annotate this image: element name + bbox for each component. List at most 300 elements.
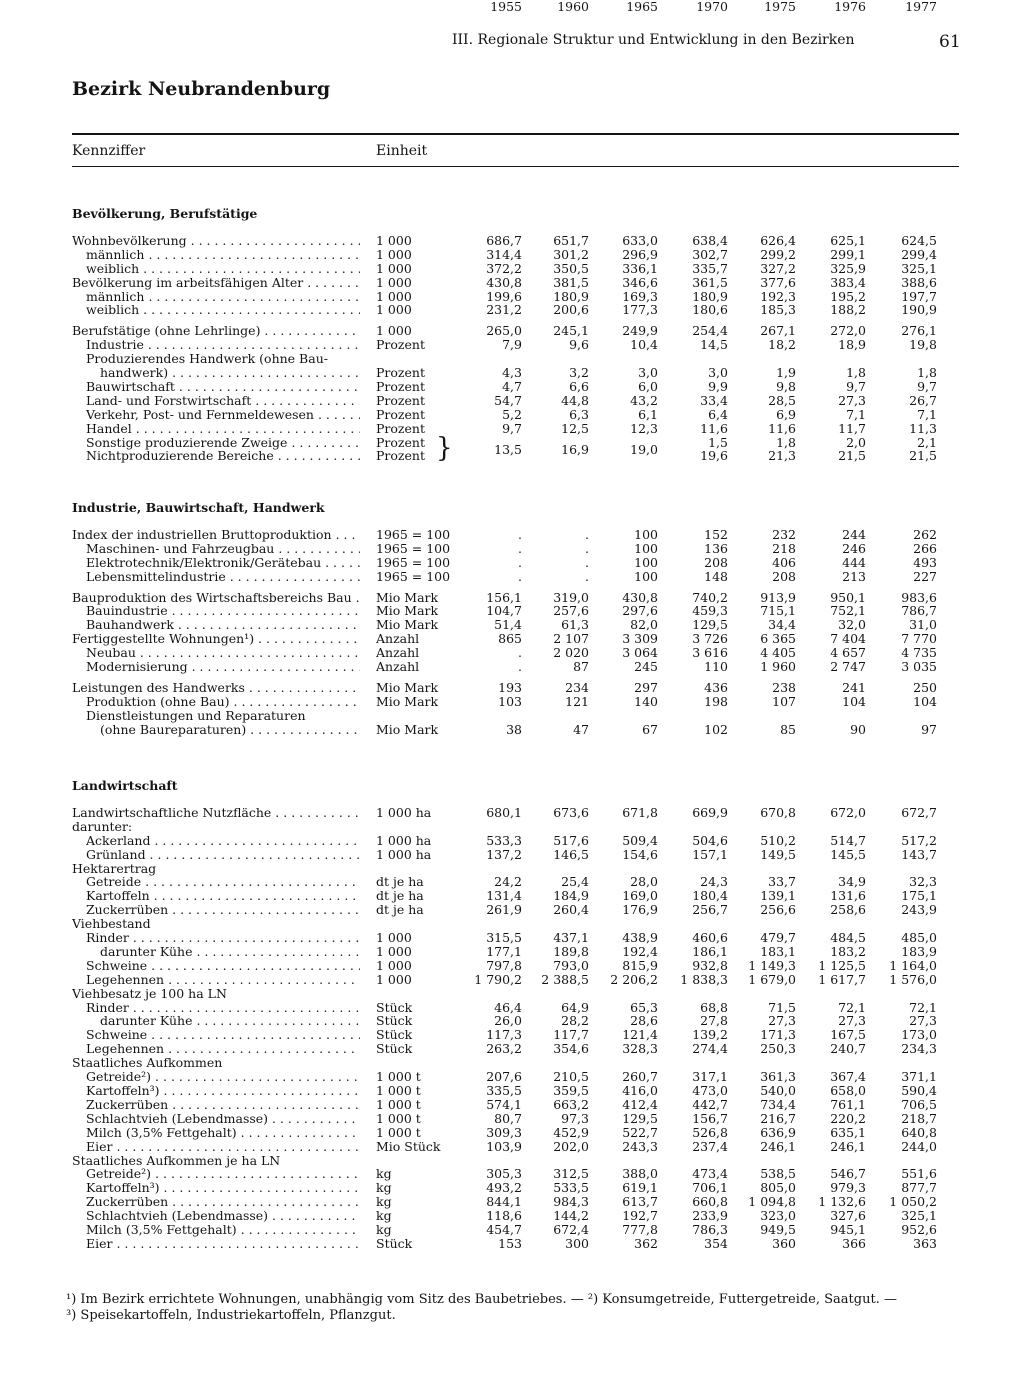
table-row: [0, 1223, 1024, 1237]
row-value: 362: [634, 1236, 658, 1251]
row-value: 2,1: [917, 435, 937, 450]
row-value: 153: [498, 1236, 522, 1251]
row-value: 493,2: [486, 1180, 522, 1195]
row-value: 315,5: [486, 930, 522, 945]
row-value: 157,1: [692, 847, 728, 862]
row-label: Land- und Forstwirtschaft . . .: [86, 394, 360, 408]
row-value: 4,7: [502, 379, 522, 394]
row-value: 9,7: [502, 421, 522, 436]
row-value: 526,8: [692, 1125, 728, 1140]
row-label: Milch (3,5% Fettgehalt) . . .: [86, 1126, 360, 1140]
row-value: 208: [704, 555, 728, 570]
brace-symbol: }: [436, 432, 453, 464]
row-value: 6,3: [569, 407, 589, 422]
row-value: 24,2: [494, 874, 522, 889]
row-value: 6,0: [638, 379, 658, 394]
row-value: 244: [842, 527, 866, 542]
table-row: [0, 723, 1024, 737]
row-label: Staatliches Aufkommen: [72, 1056, 223, 1070]
row-value: 1 050,2: [889, 1194, 937, 1209]
row-value: 241: [842, 680, 866, 695]
table-row: [0, 1195, 1024, 1209]
row-value: .: [518, 541, 522, 556]
table-row: [0, 1070, 1024, 1084]
row-value: 3 616: [692, 645, 728, 660]
table-row: [0, 1042, 1024, 1056]
row-value: 1 132,6: [818, 1194, 866, 1209]
row-value: 4,3: [502, 365, 522, 380]
row-value: 363: [913, 1236, 937, 1251]
row-value: 256,6: [760, 902, 796, 917]
row-value: 633,0: [622, 233, 658, 248]
table-row: [0, 646, 1024, 660]
brace-value: 13,5: [494, 442, 522, 457]
row-value: 250,3: [760, 1041, 796, 1056]
row-value: 613,7: [622, 1194, 658, 1209]
row-value: 189,8: [553, 944, 589, 959]
row-unit: Mio Stück: [376, 1139, 441, 1154]
row-value: 190,9: [901, 302, 937, 317]
table-row: [0, 422, 1024, 436]
row-value: 231,2: [486, 302, 522, 317]
row-value: 245: [634, 659, 658, 674]
row-value: 430,8: [486, 275, 522, 290]
row-value: 167,5: [830, 1027, 866, 1042]
row-value: 4 657: [830, 645, 866, 660]
row-value: 61,3: [561, 617, 589, 632]
row-value: 2 020: [553, 645, 589, 660]
row-value: 232: [772, 527, 796, 542]
row-value: 234: [565, 680, 589, 695]
row-value: 945,1: [830, 1222, 866, 1237]
row-label: Zuckerrüben . . .: [86, 1098, 360, 1112]
row-label: handwerk) . . .: [100, 366, 360, 380]
row-unit: Anzahl: [376, 631, 420, 646]
row-value: 297,6: [622, 603, 658, 618]
table-row: [0, 542, 1024, 556]
row-label: Getreide . . .: [86, 875, 360, 889]
row-value: 658,0: [830, 1083, 866, 1098]
row-value: 1 617,7: [818, 972, 866, 987]
row-value: 299,2: [760, 247, 796, 262]
row-label: Wohnbevölkerung . . .: [72, 234, 360, 248]
row-unit: kg: [376, 1194, 392, 1209]
table-row: [0, 394, 1024, 408]
row-value: 381,5: [553, 275, 589, 290]
row-label: Getreide²) . . .: [86, 1070, 360, 1084]
row-label: Legehennen . . .: [86, 973, 360, 987]
row-value: 19,6: [700, 448, 728, 463]
row-value: 296,9: [622, 247, 658, 262]
row-value: 180,9: [692, 289, 728, 304]
row-value: 21,3: [768, 448, 796, 463]
row-value: 323,0: [760, 1208, 796, 1223]
row-value: 12,5: [561, 421, 589, 436]
row-value: 145,5: [830, 847, 866, 862]
row-value: 305,3: [486, 1166, 522, 1181]
row-label: darunter:: [72, 820, 133, 834]
row-value: 146,5: [553, 847, 589, 862]
row-value: 102: [704, 722, 728, 737]
row-value: 68,8: [700, 1000, 728, 1015]
row-value: 34,4: [768, 617, 796, 632]
header-year: 1977: [905, 0, 937, 14]
row-value: 9,7: [846, 379, 866, 394]
table-row: [0, 1237, 1024, 1251]
row-value: 660,8: [692, 1194, 728, 1209]
row-value: 2 206,2: [610, 972, 658, 987]
row-value: 202,0: [553, 1139, 589, 1154]
row-value: 752,1: [830, 603, 866, 618]
row-value: 7,9: [502, 337, 522, 352]
table-row: [0, 806, 1024, 820]
row-value: 180,9: [553, 289, 589, 304]
row-value: 949,5: [760, 1222, 796, 1237]
row-value: 192,3: [760, 289, 796, 304]
row-value: 213: [842, 569, 866, 584]
page-number: 61: [939, 32, 961, 52]
row-unit: 1 000: [376, 944, 412, 959]
row-unit: Prozent: [376, 365, 425, 380]
row-value: 154,6: [622, 847, 658, 862]
table-row: [0, 528, 1024, 542]
row-label: Hektarertrag: [72, 862, 157, 876]
row-value: 149,5: [760, 847, 796, 862]
row-value: 805,0: [760, 1180, 796, 1195]
row-value: 121,4: [622, 1027, 658, 1042]
row-value: 777,8: [622, 1222, 658, 1237]
row-label: Bauhandwerk . . .: [86, 618, 360, 632]
row-unit: 1 000: [376, 958, 412, 973]
row-value: 246: [842, 541, 866, 556]
row-value: 1 094,8: [748, 1194, 796, 1209]
row-value: 18,2: [768, 337, 796, 352]
row-value: 377,6: [760, 275, 796, 290]
row-unit: Prozent: [376, 337, 425, 352]
row-value: .: [518, 645, 522, 660]
row-label: Kartoffeln³) . . .: [86, 1084, 360, 1098]
row-value: 317,1: [692, 1069, 728, 1084]
row-label: Produzierendes Handwerk (ohne Bau-: [86, 352, 328, 366]
row-value: 517,2: [901, 833, 937, 848]
row-value: 193: [498, 680, 522, 695]
row-value: 493: [913, 555, 937, 570]
row-value: 117,3: [486, 1027, 522, 1042]
row-label: Lebensmittelindustrie . . .: [86, 570, 360, 584]
row-value: 1 125,5: [818, 958, 866, 973]
row-value: 233,9: [692, 1208, 728, 1223]
row-value: 100: [634, 569, 658, 584]
row-value: 192,4: [622, 944, 658, 959]
row-value: 706,1: [692, 1180, 728, 1195]
row-value: 32,3: [909, 874, 937, 889]
row-value: 551,6: [901, 1166, 937, 1181]
row-value: 510,2: [760, 833, 796, 848]
row-label: Neubau . . .: [86, 646, 360, 660]
table-row: [0, 848, 1024, 862]
row-value: 156,1: [486, 590, 522, 605]
row-value: 245,1: [553, 323, 589, 338]
row-value: 129,5: [692, 617, 728, 632]
table-row: [0, 338, 1024, 352]
footnote: ³) Speisekartoffeln, Industriekartoffeln, Pflanzgut.: [66, 1308, 396, 1323]
row-value: 1 679,0: [748, 972, 796, 987]
table-row: [0, 324, 1024, 338]
row-value: 199,6: [486, 289, 522, 304]
row-value: 1,9: [776, 365, 796, 380]
row-value: 19,8: [909, 337, 937, 352]
row-unit: Prozent: [376, 393, 425, 408]
row-value: 33,7: [768, 874, 796, 889]
table-row: [0, 903, 1024, 917]
row-value: 3 035: [901, 659, 937, 674]
row-value: 180,6: [692, 302, 728, 317]
row-value: 3,2: [569, 365, 589, 380]
row-value: 256,7: [692, 902, 728, 917]
row-value: 1 838,3: [680, 972, 728, 987]
row-value: 267,1: [760, 323, 796, 338]
row-value: 540,0: [760, 1083, 796, 1098]
row-value: 670,8: [760, 805, 796, 820]
row-value: 6,1: [638, 407, 658, 422]
row-value: .: [518, 527, 522, 542]
table-row: [0, 660, 1024, 674]
row-value: 27,3: [909, 1013, 937, 1028]
row-value: 183,1: [760, 944, 796, 959]
row-value: 274,4: [692, 1041, 728, 1056]
row-value: 1,8: [917, 365, 937, 380]
row-value: 983,6: [901, 590, 937, 605]
row-value: 26,7: [909, 393, 937, 408]
row-value: 979,3: [830, 1180, 866, 1195]
row-value: 761,1: [830, 1097, 866, 1112]
row-value: 257,6: [553, 603, 589, 618]
row-value: .: [518, 659, 522, 674]
row-value: 140: [634, 694, 658, 709]
table-row: [0, 889, 1024, 903]
row-value: 100: [634, 541, 658, 556]
header-year: 1976: [834, 0, 866, 14]
row-value: 14,5: [700, 337, 728, 352]
row-label: Maschinen- und Fahrzeugbau . . .: [86, 542, 360, 556]
row-value: 686,7: [486, 233, 522, 248]
row-value: 261,9: [486, 902, 522, 917]
table-row: [0, 604, 1024, 618]
row-value: 314,4: [486, 247, 522, 262]
row-value: 619,1: [622, 1180, 658, 1195]
row-value: 442,7: [692, 1097, 728, 1112]
row-value: 177,1: [486, 944, 522, 959]
row-value: 793,0: [553, 958, 589, 973]
row-value: 200,6: [553, 302, 589, 317]
row-value: 706,5: [901, 1097, 937, 1112]
row-value: 198: [704, 694, 728, 709]
row-unit: kg: [376, 1166, 392, 1181]
row-label: Viehbesatz je 100 ha LN: [72, 987, 227, 1001]
row-label: Dienstleistungen und Reparaturen: [86, 709, 306, 723]
row-value: 786,3: [692, 1222, 728, 1237]
row-value: 1,8: [846, 365, 866, 380]
table-row: [0, 352, 1024, 366]
row-value: 32,0: [838, 617, 866, 632]
row-value: 406: [772, 555, 796, 570]
row-value: 192,7: [622, 1208, 658, 1223]
row-value: 25,4: [561, 874, 589, 889]
row-value: 90: [850, 722, 866, 737]
row-value: 590,4: [901, 1083, 937, 1098]
table-row: [0, 556, 1024, 570]
row-unit: 1 000 ha: [376, 847, 432, 862]
row-value: 672,0: [830, 805, 866, 820]
row-value: 3 726: [692, 631, 728, 646]
row-value: 104,7: [486, 603, 522, 618]
row-value: 2 388,5: [541, 972, 589, 987]
row-value: 7 404: [830, 631, 866, 646]
section-title: Industrie, Bauwirtschaft, Handwerk: [72, 500, 325, 515]
row-value: 100: [634, 527, 658, 542]
row-label: Fertiggestellte Wohnungen¹) . . .: [72, 632, 360, 646]
row-value: 354,6: [553, 1041, 589, 1056]
row-value: 156,7: [692, 1111, 728, 1126]
row-value: .: [518, 569, 522, 584]
row-value: 877,7: [901, 1180, 937, 1195]
row-unit: 1 000 ha: [376, 805, 432, 820]
row-value: 137,2: [486, 847, 522, 862]
row-value: 361,5: [692, 275, 728, 290]
row-value: 38: [506, 722, 522, 737]
row-value: 144,2: [553, 1208, 589, 1223]
row-value: 6,9: [776, 407, 796, 422]
table-row: [0, 1098, 1024, 1112]
row-label: Legehennen . . .: [86, 1042, 360, 1056]
header-unit: Einheit: [376, 143, 428, 159]
row-value: 18,9: [838, 337, 866, 352]
row-value: 371,1: [901, 1069, 937, 1084]
row-value: 2 107: [553, 631, 589, 646]
row-value: 1 790,2: [474, 972, 522, 987]
row-unit: 1 000: [376, 972, 412, 987]
table-row: [0, 973, 1024, 987]
row-value: 533,5: [553, 1180, 589, 1195]
row-unit: Stück: [376, 1000, 413, 1015]
row-unit: 1965 = 100: [376, 541, 451, 556]
row-value: 80,7: [494, 1111, 522, 1126]
row-unit: 1 000 t: [376, 1083, 421, 1098]
row-value: 210,5: [553, 1069, 589, 1084]
row-value: 299,1: [830, 247, 866, 262]
row-value: 27,3: [768, 1013, 796, 1028]
row-value: 246,1: [760, 1139, 796, 1154]
row-value: 244,0: [901, 1139, 937, 1154]
row-value: 218,7: [901, 1111, 937, 1126]
row-value: 416,0: [622, 1083, 658, 1098]
row-value: 220,2: [830, 1111, 866, 1126]
row-value: 177,3: [622, 302, 658, 317]
row-value: 302,7: [692, 247, 728, 262]
row-unit: 1 000: [376, 233, 412, 248]
row-unit: 1 000 t: [376, 1097, 421, 1112]
row-value: 473,4: [692, 1166, 728, 1181]
row-unit: Stück: [376, 1041, 413, 1056]
header-year: 1970: [696, 0, 728, 14]
row-value: 636,9: [760, 1125, 796, 1140]
row-value: 34,9: [838, 874, 866, 889]
row-value: 359,5: [553, 1083, 589, 1098]
table-top-rule: [72, 133, 959, 135]
row-label: Landwirtschaftliche Nutzfläche . . .: [72, 806, 360, 820]
brace-value: 19,0: [630, 442, 658, 457]
row-value: 336,1: [622, 261, 658, 276]
row-value: 180,4: [692, 888, 728, 903]
row-value: 103: [498, 694, 522, 709]
row-value: 663,2: [553, 1097, 589, 1112]
row-value: 452,9: [553, 1125, 589, 1140]
brace-value: 16,9: [561, 442, 589, 457]
row-value: .: [585, 569, 589, 584]
row-value: 327,2: [760, 261, 796, 276]
row-value: 430,8: [622, 590, 658, 605]
row-value: 183,9: [901, 944, 937, 959]
row-value: 21,5: [909, 448, 937, 463]
row-value: 28,5: [768, 393, 796, 408]
row-label: Rinder . . .: [86, 1001, 360, 1015]
row-unit: Prozent: [376, 435, 425, 450]
header-year: 1960: [557, 0, 589, 14]
row-unit: 1965 = 100: [376, 569, 451, 584]
row-value: 33,4: [700, 393, 728, 408]
row-value: 258,6: [830, 902, 866, 917]
row-label: Eier . . .: [86, 1237, 360, 1251]
row-value: 484,5: [830, 930, 866, 945]
row-value: 260,4: [553, 902, 589, 917]
row-value: 97: [921, 722, 937, 737]
row-value: 372,2: [486, 261, 522, 276]
row-value: 640,8: [901, 1125, 937, 1140]
row-value: 454,7: [486, 1222, 522, 1237]
table-row: [0, 875, 1024, 889]
row-value: 9,8: [776, 379, 796, 394]
row-value: 459,3: [692, 603, 728, 618]
row-value: 11,6: [700, 421, 728, 436]
table-row: [0, 408, 1024, 422]
row-value: 485,0: [901, 930, 937, 945]
row-value: 366: [842, 1236, 866, 1251]
table-row: [0, 1140, 1024, 1154]
row-label: Staatliches Aufkommen je ha LN: [72, 1154, 281, 1168]
row-value: 117,7: [553, 1027, 589, 1042]
header-indicator: Kennziffer: [72, 143, 146, 159]
row-unit: Mio Mark: [376, 722, 439, 737]
row-value: 1 576,0: [889, 972, 937, 987]
row-value: 12,3: [630, 421, 658, 436]
row-value: 533,3: [486, 833, 522, 848]
row-value: 9,7: [917, 379, 937, 394]
row-unit: Mio Mark: [376, 617, 439, 632]
row-value: 64,9: [561, 1000, 589, 1015]
row-value: 54,7: [494, 393, 522, 408]
row-value: .: [585, 527, 589, 542]
row-value: 139,1: [760, 888, 796, 903]
row-value: 227: [913, 569, 937, 584]
row-value: 183,2: [830, 944, 866, 959]
section-title: Landwirtschaft: [72, 778, 178, 793]
header-year: 1955: [490, 0, 522, 14]
row-value: 797,8: [486, 958, 522, 973]
row-value: 249,9: [622, 323, 658, 338]
row-value: 51,4: [494, 617, 522, 632]
row-value: 246,1: [830, 1139, 866, 1154]
row-value: 625,1: [830, 233, 866, 248]
